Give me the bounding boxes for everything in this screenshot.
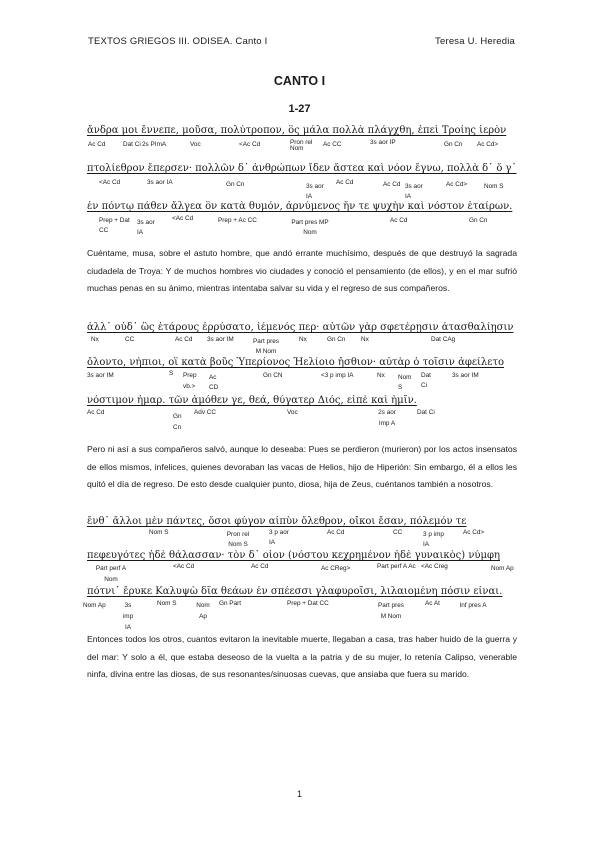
annotation: 3 p aor IA [269, 529, 289, 547]
annotation: Dat Ci [421, 372, 431, 390]
annotation: 3s aor IM [207, 336, 234, 343]
annotation: 3 p imp IA [423, 531, 444, 549]
annotation: Voc [287, 409, 298, 416]
greek-line: νόστιμον ἦμαρ. τῶν ἁμόθεν γε, θεά, θύγατερ Διός, εἰπὲ καὶ ἡμῖν. [87, 395, 417, 406]
annotation: Part perf A Nom [95, 565, 127, 583]
greek-line: ἀλλ᾽ οὐδ᾽ ὣς ἑτάρους ἐρρύσατο, ἱέμενός περ· αὐτῶν γὰρ σφετέρῃσιν ἀτασθαλίῃσιν [87, 322, 514, 333]
annotation: Nx [361, 336, 369, 343]
annotation: 2s aor Imp A [378, 409, 396, 427]
annotation: Part pres MP Nom [291, 219, 329, 236]
annotation: Nx [377, 372, 385, 379]
annotation: Ac Cd [336, 179, 354, 186]
annotation: Part perf A Ac [377, 563, 416, 570]
annotation: Part pres M Nom [378, 602, 404, 620]
annotation: Dat CAg [431, 336, 456, 343]
annotation: Prep + Dat CC [287, 600, 329, 607]
page-number: 1 [296, 789, 302, 799]
greek-line: ἔνθ᾽ ἄλλοι μὲν πάντες, ὅσοι φύγον αἰπὺν ὄλεθρον, οἴκοι ἔσαν, πόλεμόν τε [87, 516, 467, 527]
annotation: Ac Cd [390, 217, 408, 224]
translation-paragraph: Cuéntame, musa, sobre el astuto hombre, que andó errante muchísimo, después de que destruyó la sagrada ciudadela de Troya: Y de muchos hombres vio ciudades y conoció el pensamiento (de ellos), y en el mar sufrió muchas penas en su ánimo, mientras intentaba salvar su vida y el regreso de sus compañeros. [87, 248, 517, 293]
annotation: <3 p imp IA [321, 372, 354, 379]
annotation: Gn Cn [173, 413, 182, 431]
annotation: Prep + Ac CC [218, 217, 257, 224]
greek-line: πότνι᾽ ἔρυκε Καλυψὼ δῖα θεάων ἐν σπέεσσι γλαφυροῖσι, λιλαιομένη πόσιν εἶναι. [87, 586, 503, 597]
annotation: Adv CC [194, 409, 217, 416]
annotation: Pron rel Nom [290, 139, 313, 153]
annotation: CC [125, 336, 135, 343]
annotation: Ac CC [323, 141, 342, 148]
annotation: Nx [91, 336, 99, 343]
annotation: Nom S [157, 600, 177, 607]
greek-line: ὄλοντο, νήπιοι, οἳ κατὰ βοῦς Ὑπερίονος Ἠελίοιο ἤσθιον· αὐτὰρ ὁ τοῖσιν ἀφείλετο [87, 357, 504, 368]
annotation: 3s aor IM [87, 372, 114, 379]
annotation: Dat Ci [123, 141, 141, 148]
annotation: 3s aor IA [147, 179, 173, 186]
annotation: Inf pres A [459, 602, 487, 609]
annotation: Ac Cd> [446, 181, 468, 188]
annotation: <Ac Creg [421, 563, 448, 570]
annotation: 3s aor IA [405, 183, 423, 200]
annotation: Ac At [425, 600, 440, 607]
annotation: Ac Cd> [477, 141, 499, 148]
annotation: Nom S [484, 183, 504, 190]
annotation: Ac Cd [88, 141, 106, 148]
annotation: Ac CD [209, 374, 219, 392]
annotation: <Ac Cd [99, 179, 121, 186]
annotation: <Ac Cd [239, 141, 261, 148]
annotation: 3s imp IA [122, 602, 134, 631]
annotation: <Ac Cd [173, 563, 195, 570]
annotation: Nom Ap [83, 602, 106, 609]
annotation: Gn CN [263, 372, 283, 379]
annotation: Prep vb.> [183, 372, 197, 390]
annotation: Ac Cd [251, 563, 269, 570]
annotation: 3s aor IP [370, 139, 396, 146]
running-header-title: TEXTOS GRIEGOS III. ODISEA. Canto I [88, 36, 268, 47]
verse-range: 1-27 [288, 103, 311, 115]
annotation: Dat Ci [417, 409, 435, 416]
translation-paragraph: Pero ni así a sus compañeros salvó, aunque lo deseaba: Pues se perdieron (murieron) por los actos insensatos de ellos mismos, infelices, quienes devoraban las vacas de Helios, hijo de Hiperión: Sin embargo, él a ellos les quitó el día de regreso. De esto desde cualquier punto, diosa, hija de Zeus, cuéntanos también a nosotros. [87, 444, 517, 489]
greek-line: πεφευγότες ἠδὲ θάλασσαν· τὸν δ᾽ οἶον (νόστου κεχρημένον ἠδὲ γυναικὸς) νύμφη [87, 550, 500, 561]
annotation: Nom S [398, 374, 412, 392]
annotation: Nom Ap [196, 602, 210, 620]
annotation: Ac Cd> [463, 529, 485, 536]
greek-line: πτολίεθρον ἔπερσεν· πολλῶν δ᾽ ἀνθρώπων ἴδεν ἄστεα καὶ νόον ἔγνω, πολλὰ δ᾽ ὅ γ᾽ [87, 163, 517, 174]
annotation: Prep + Dat CC [99, 217, 130, 235]
annotation: 3s aor IM [452, 372, 479, 379]
annotation: Nom S [149, 529, 169, 536]
greek-line: ἐν πόντῳ πάθεν ἄλγεα ὃν κατὰ θυμόν, ἀρνύμενος ἥν τε ψυχὴν καὶ νόστον ἑταίρων. [87, 201, 513, 212]
page-title: CANTO I [273, 74, 326, 88]
annotation: Nx [299, 336, 307, 343]
annotation: Ac Cd [383, 181, 401, 188]
annotation: Voc [190, 141, 201, 148]
annotation: Ac Cd [327, 529, 345, 536]
annotation: Gn Cn [469, 217, 488, 224]
annotation: S [169, 370, 174, 377]
annotation: CC [393, 529, 403, 536]
annotation: Ac Cd [175, 336, 193, 343]
annotation: Gn Part [219, 600, 242, 607]
annotation: 3s aor IA [137, 219, 155, 236]
annotation: <Ac Cd [172, 215, 194, 222]
annotation: Ac Cd [87, 409, 105, 416]
annotation: Gn Cn [444, 141, 463, 148]
running-header-author: Teresa U. Heredia [435, 36, 515, 47]
annotation: Part pres M Nom [253, 338, 279, 356]
annotation: 2s PImA [142, 141, 167, 148]
annotation: Ac CReg> [321, 565, 351, 572]
annotation: Nom Ap [491, 565, 514, 572]
annotation: Pron rel Nom S [226, 531, 250, 549]
annotation: Gn Cn [327, 336, 346, 343]
greek-line: ἄνδρα μοι ἔννεπε, μοῦσα, πολύτροπον, ὃς μάλα πολλὰ πλάγχθη, ἐπεὶ Τροίης ἱερὸν [87, 125, 507, 136]
annotation: Gn Cn [226, 181, 245, 188]
translation-paragraph: Entonces todos los otros, cuantos evitaron la inevitable muerte, llegaban a casa, tras haber huido de la guerra y del mar: Y solo a él, que estaba deseoso de la vuelta a la patria y de su mujer, lo retenía Calipso, venerable ninfa, divina entre las diosas, de sus resonantes/sinuosas cuevas, que ansiaba que fuera su marido. [87, 634, 517, 679]
annotation: 3s aor IA [306, 183, 324, 200]
